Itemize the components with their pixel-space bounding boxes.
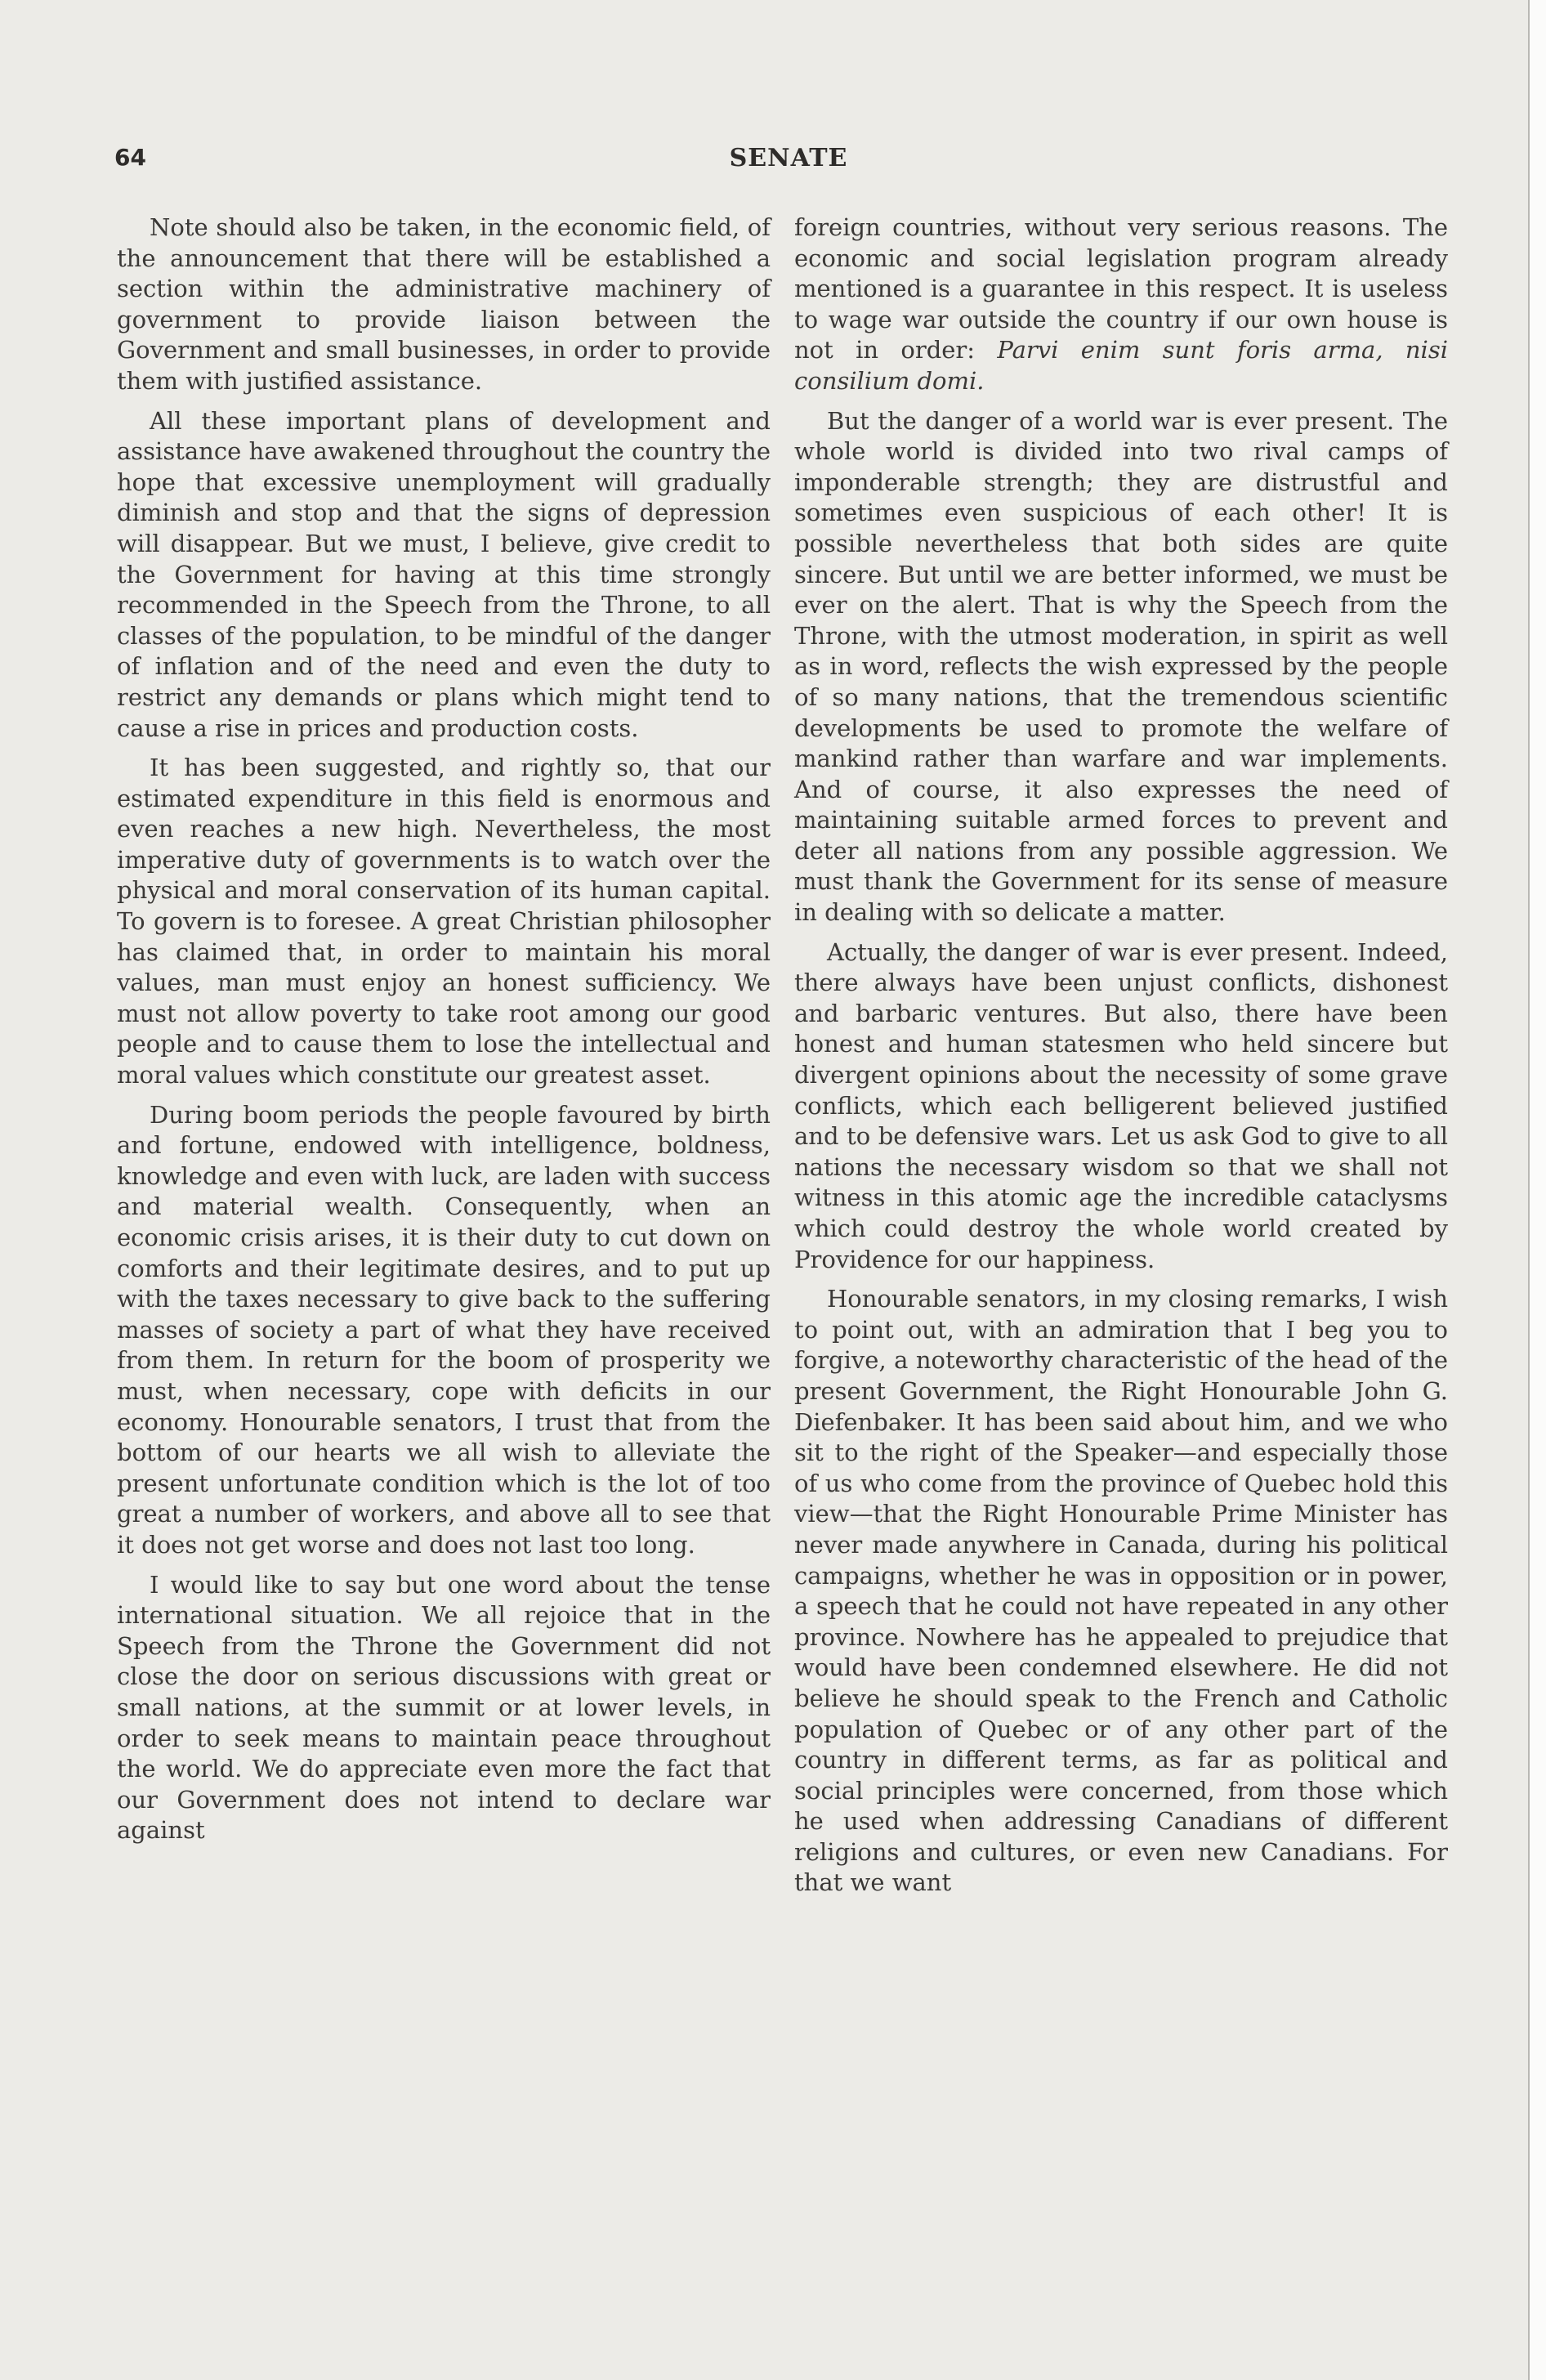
paragraph: Honourable senators, in my closing remarks, I wish to point out, with an admiration that I beg you to forgive, a noteworthy characteristic of the head of the present Government, the Right Honourable John G. Diefenbaker. It has been said about him, and we who sit to the right of the Speaker—and especially those of us who come from the province of Quebec hold this view—that the Right Honourable Prime Minister has never made anywhere in Canada, during his political campaigns, whether he was in opposition or in power, a speech that he could not have repeated in any other province. Nowhere has he appealed to prejudice that would have been condemned elsewhere. He did not believe he should speak to the French and Catholic population of Quebec or of any other part of the country in different terms, as far as political and social principles were concerned, from those which he used when addressing Canadians of different religions and cultures, or even new Canadians. For that we want [794, 1285, 1449, 1897]
paragraph: It has been suggested, and rightly so, that our estimated expenditure in this field is enormous and even reaches a new high. Nevertheless, the most imperative duty of governments is to watch over the physical and moral conservation of its human capital. To govern is to foresee. A great Christian philosopher has claimed that, in order to maintain his moral values, man must enjoy an honest sufficiency. We must not allow poverty to take root among our good people and to cause them to lose the intellectual and moral values which constitute our greatest asset. [117, 754, 771, 1089]
paragraph: During boom periods the people favoured by birth and fortune, endowed with intelligence, boldness, knowledge and even with luck, are laden with success and material wealth. Consequently, when an economic crisis arises, it is their duty to cut down on comforts and their legitimate desires, and to put up with the taxes necessary to give back to the suffering masses of society a part of what they have received from them. In return for the boom of prosperity we must, when necessary, cope with deficits in our economy. Honourable senators, I trust that from the bottom of our hearts we all wish to alleviate the present unfortunate condition which is the lot of too great a number of workers, and above all to see that it does not get worse and does not last too long. [117, 1100, 771, 1559]
paragraph: But the danger of a world war is ever present. The whole world is divided into two rival camps of imponderable strength; they are distrustful and sometimes even suspicious of each other! It is possible nevertheless that both sides are quite sincere. But until we are better informed, we must be ever on the alert. That is why the Speech from the Throne, with the utmost moderation, in spirit as well as in word, reflects the wish expressed by the people of so many nations, that the tremendous scientific developments be used to promote the welfare of mankind rather than warfare and war implements. And of course, it also expresses the need of maintaining suitable armed forces to prevent and deter all nations from any possible aggression. We must thank the Government for its sense of measure in dealing with so delicate a matter. [794, 406, 1448, 927]
left-column [117, 212, 771, 1855]
paragraph: Note should also be taken, in the economic field, of the announcement that there will be established a section within the administrative machinery of government to provide liaison between the Government and small businesses, in order to provide them with justified assistance. [117, 213, 771, 395]
paragraph: All these important plans of development and assistance have awakened throughout the country the hope that excessive unemployment will gradually diminish and stop and that the signs of depression will disappear. But we must, I believe, give credit to the Government for having at this time strongly recommended in the Speech from the Throne, to all classes of the population, to be mindful of the danger of inflation and of the need and even the duty to restrict any demands or plans which might tend to cause a rise in prices and production costs. [117, 406, 771, 742]
page-number: 64 [114, 144, 146, 171]
paragraph-text: foreign countries, without very serious reasons. The economic and social legislation program already mentioned is a guarantee in this respect. It is useless to wage war outside the country if our own house is not in order: [794, 213, 1448, 365]
page-edge [1528, 0, 1546, 2380]
running-head-title: SENATE [729, 144, 848, 172]
paragraph: I would like to say but one word about the tense international situation. We all rejoice that in the Speech from the Throne the Government did not close the door on serious discussions with great or small nations, at the summit or at lower levels, in order to seek means to maintain peace throughout the world. We do appreciate even more the fact that our Government does not intend to declare war against [117, 1570, 771, 1845]
page-header [114, 144, 1463, 181]
right-column [794, 212, 1448, 1908]
latin-quote: Parvi enim sunt foris arma, nisi consilium domi. [794, 336, 1448, 395]
paragraph: Actually, the danger of war is ever present. Indeed, there always have been unjust conflicts, dishonest and barbaric ventures. But also, there have been honest and human statesmen who held sincere but divergent opinions about the necessity of some grave conflicts, which each belligerent believed justified and to be defensive wars. Let us ask God to give to all nations the necessary wisdom so that we shall not witness in this atomic age the incredible cataclysms which could destroy the whole world created by Providence for our happiness. [794, 937, 1448, 1273]
continued-paragraph [794, 212, 1448, 397]
